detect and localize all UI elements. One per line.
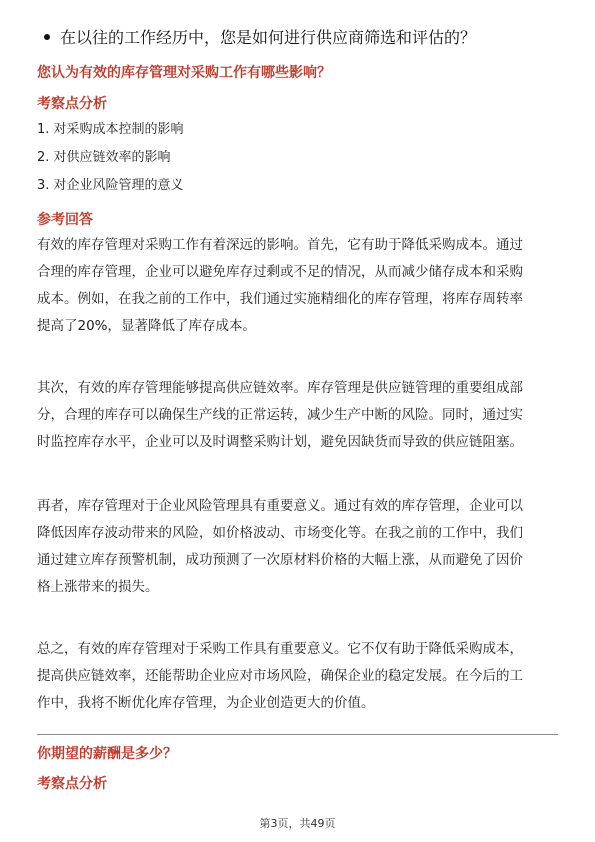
- paragraph-line: 格上涨带来的损失。: [37, 579, 159, 595]
- paragraph-line: 通过建立库存预警机制，成功预测了一次原材料价格的大幅上涨，从而避免了因价: [37, 552, 523, 568]
- page-footer: 第3页，共49页: [259, 817, 336, 830]
- analysis-heading: 考察点分析: [37, 96, 107, 112]
- answer-paragraph: [37, 636, 563, 717]
- paragraph-line: 作中，我将不断优化库存管理，为企业创造更大的价值。: [37, 695, 375, 711]
- question-title: 你期望的薪酬是多少？: [37, 746, 177, 762]
- answer-heading: 参考回答: [37, 212, 93, 228]
- analysis-point: 3. 对企业风险管理的意义: [37, 178, 184, 193]
- paragraph-line: 时监控库存水平，企业可以及时调整采购计划，避免因缺货而导致的供应链阻塞。: [37, 434, 523, 450]
- paragraph-line: 提高了20%，显著降低了库存成本。: [37, 318, 257, 334]
- analysis-heading: 考察点分析: [37, 776, 107, 792]
- paragraph-line: 其次，有效的库存管理能够提高供应链效率。库存管理是供应链管理的重要组成部: [37, 380, 523, 396]
- paragraph-line: 总之，有效的库存管理对于采购工作具有重要意义。它不仅有助于降低采购成本，: [37, 641, 523, 657]
- answer-paragraph: [37, 232, 563, 340]
- section-divider: [37, 734, 558, 735]
- analysis-point: 1. 对采购成本控制的影响: [37, 122, 184, 137]
- analysis-point: 2. 对供应链效率的影响: [37, 150, 171, 165]
- paragraph-line: 成本。例如，在我之前的工作中，我们通过实施精细化的库存管理，将库存周转率: [37, 291, 523, 307]
- header-question: [44, 26, 476, 50]
- bullet-icon: [44, 34, 50, 40]
- paragraph-line: 降低因库存波动带来的风险，如价格波动、市场变化等。在我之前的工作中，我们: [37, 525, 523, 541]
- paragraph-line: 提高供应链效率，还能帮助企业应对市场风险，确保企业的稳定发展。在今后的工: [37, 668, 523, 684]
- question-title: 您认为有效的库存管理对采购工作有哪些影响？: [37, 65, 331, 81]
- header-question-text: 在以往的工作经历中，您是如何进行供应商筛选和评估的？: [60, 28, 477, 47]
- answer-paragraph: [37, 493, 563, 601]
- paragraph-line: 合理的库存管理，企业可以避免库存过剩或不足的情况，从而减少储存成本和采购: [37, 264, 523, 280]
- answer-paragraph: [37, 375, 563, 456]
- paragraph-line: 分，合理的库存可以确保生产线的正常运转，减少生产中断的风险。同时，通过实: [37, 407, 523, 423]
- paragraph-line: 有效的库存管理对采购工作有着深远的影响。首先，它有助于降低采购成本。通过: [37, 237, 523, 253]
- paragraph-line: 再者，库存管理对于企业风险管理具有重要意义。通过有效的库存管理，企业可以: [37, 498, 523, 514]
